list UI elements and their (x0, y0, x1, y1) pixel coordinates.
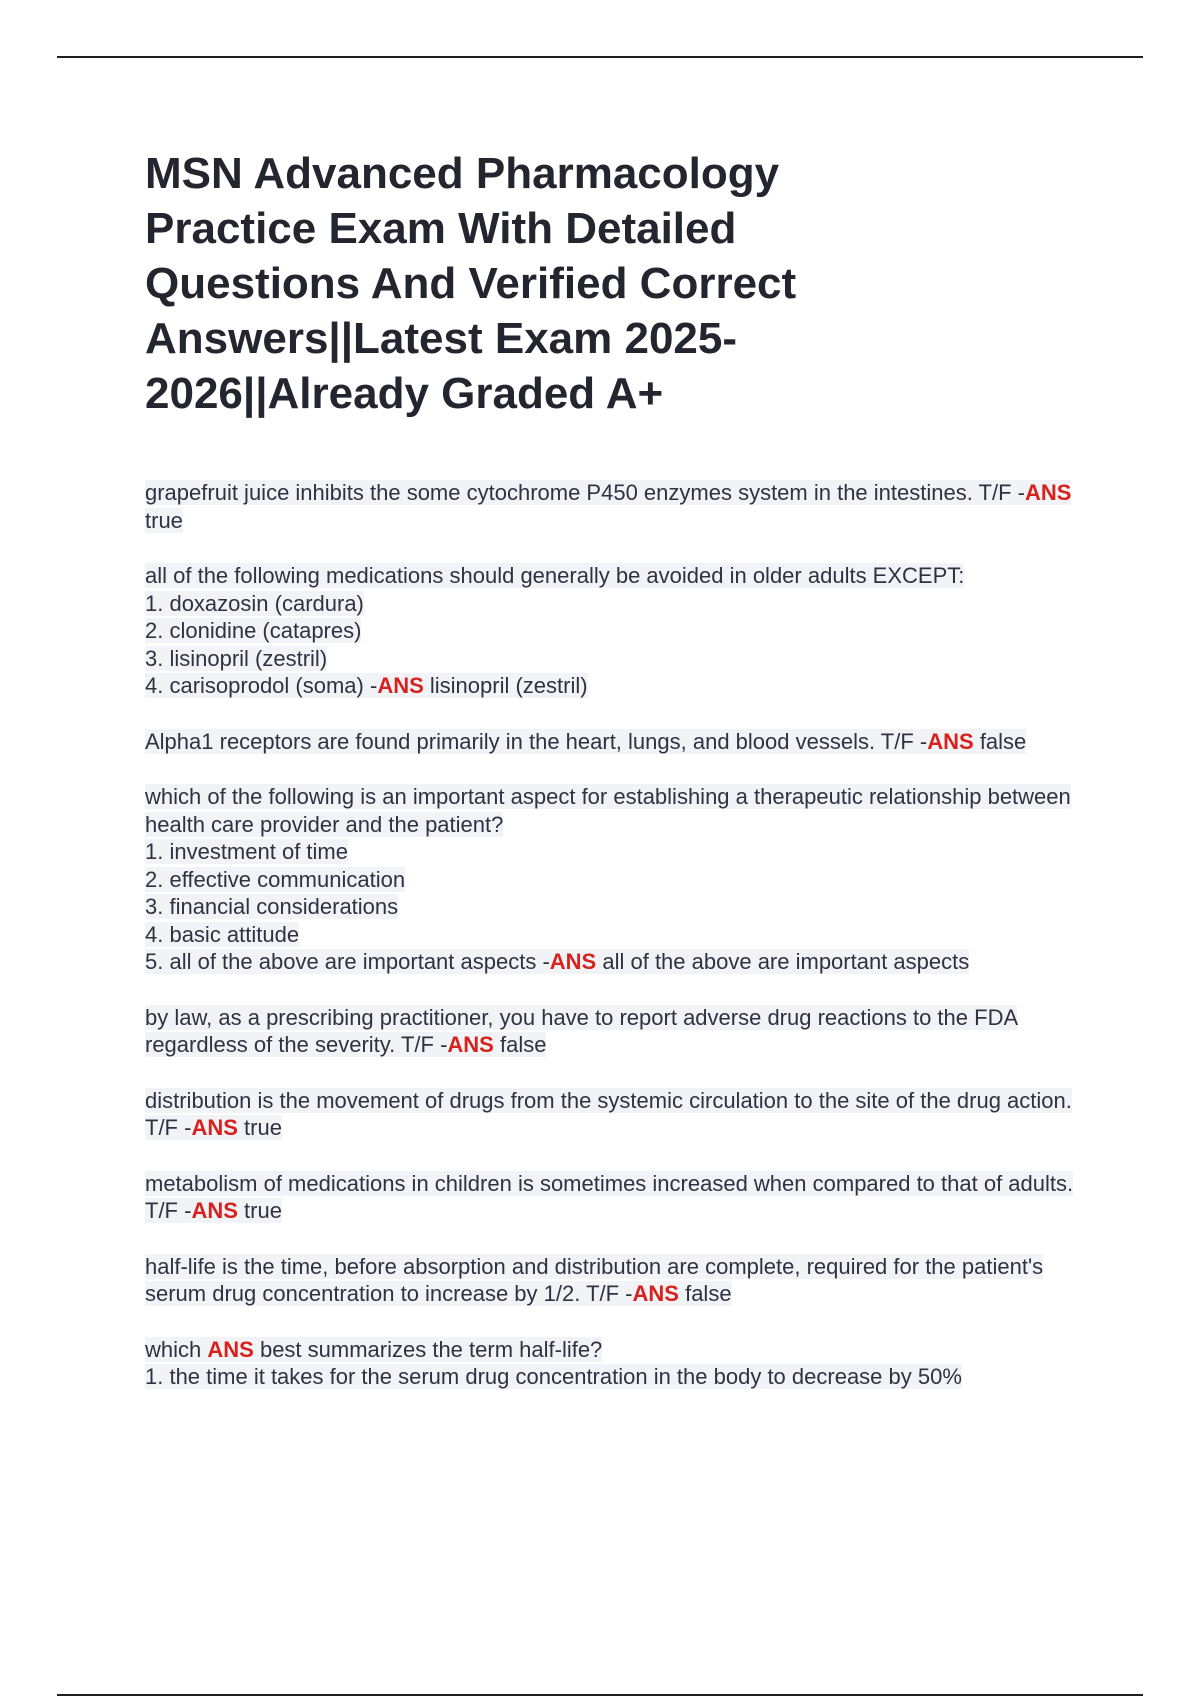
option: 5. all of the above are important aspects - (145, 949, 550, 974)
qa-item (145, 728, 1095, 756)
question-stem: Alpha1 receptors are found primarily in the heart, lungs, and blood vessels. T/F - (145, 728, 928, 754)
qa-item (145, 562, 1095, 700)
ans-marker: ANS (549, 949, 597, 974)
ans-marker: ANS (191, 1115, 238, 1140)
question-stem: by law, as a prescribing practitioner, you have to report adverse drug reactions to the FDA regardless of the severity. T/F - (145, 1004, 1017, 1057)
option: 1. investment of time (145, 839, 348, 864)
answer-text: false (499, 1032, 547, 1057)
question-stem: which (145, 1336, 202, 1362)
qa-item (145, 1253, 1095, 1308)
bottom-rule (57, 1694, 1143, 1696)
option: 3. financial considerations (145, 894, 399, 919)
qa-item (145, 1087, 1095, 1142)
answer-text: true (145, 507, 183, 533)
qa-item (145, 479, 1095, 534)
answer-text: true (244, 1115, 282, 1140)
option: 1. the time it takes for the serum drug concentration in the body to decrease by 50% (145, 1364, 962, 1389)
question-stem: distribution is the movement of drugs from the systemic circulation to the site of the drug action. T/F - (145, 1087, 1072, 1140)
question-text (145, 480, 1071, 533)
option: 3. lisinopril (zestril) (145, 645, 328, 671)
qa-list (145, 479, 1095, 1419)
ans-marker: ANS (447, 1032, 494, 1057)
option: 2. clonidine (catapres) (145, 618, 362, 643)
answer-text: all of the above are important aspects (602, 949, 970, 974)
ans-marker: ANS (191, 1198, 238, 1223)
ans-marker: ANS (927, 728, 974, 754)
top-rule (57, 56, 1143, 58)
answer-text: true (244, 1198, 282, 1223)
ans-marker: ANS (1024, 480, 1072, 505)
qa-item (145, 1336, 1095, 1391)
answer-text: false (979, 728, 1027, 754)
ans-marker: ANS (632, 1281, 679, 1306)
option: 4. carisoprodol (soma) - (145, 673, 378, 698)
question-stem-continued: best summarizes the term half-life? (259, 1336, 603, 1362)
question-stem: half-life is the time, before absorption and distribution are complete, required for the patient's serum drug concentration to increase by 1/2. T/F - (145, 1253, 1044, 1306)
question-stem: which of the following is an important aspect for establishing a therapeutic relationship between health care provider and the patient? (145, 784, 1071, 837)
qa-item (145, 1004, 1095, 1059)
ans-marker: ANS (207, 1336, 254, 1362)
question-stem: grapefruit juice inhibits the some cytochrome P450 enzymes system in the intestines. T/F - (145, 480, 1025, 505)
option: 2. effective communication (145, 866, 406, 892)
option: 4. basic attitude (145, 921, 300, 947)
qa-item (145, 1170, 1095, 1225)
option: 1. doxazosin (cardura) (145, 590, 364, 616)
question-stem: all of the following medications should generally be avoided in older adults EXCEPT: (145, 563, 965, 588)
answer-text: false (685, 1281, 732, 1306)
qa-item (145, 783, 1095, 976)
answer-text: lisinopril (zestril) (429, 673, 588, 698)
ans-marker: ANS (377, 673, 424, 698)
document-title: MSN Advanced Pharmacology Practice Exam With Detailed Questions And Verified Correct Answers||Latest Exam 2025-2026||Already Graded A+ (145, 149, 797, 418)
question-stem: metabolism of medications in children is sometimes increased when compared to that of adults. T/F - (145, 1170, 1074, 1223)
